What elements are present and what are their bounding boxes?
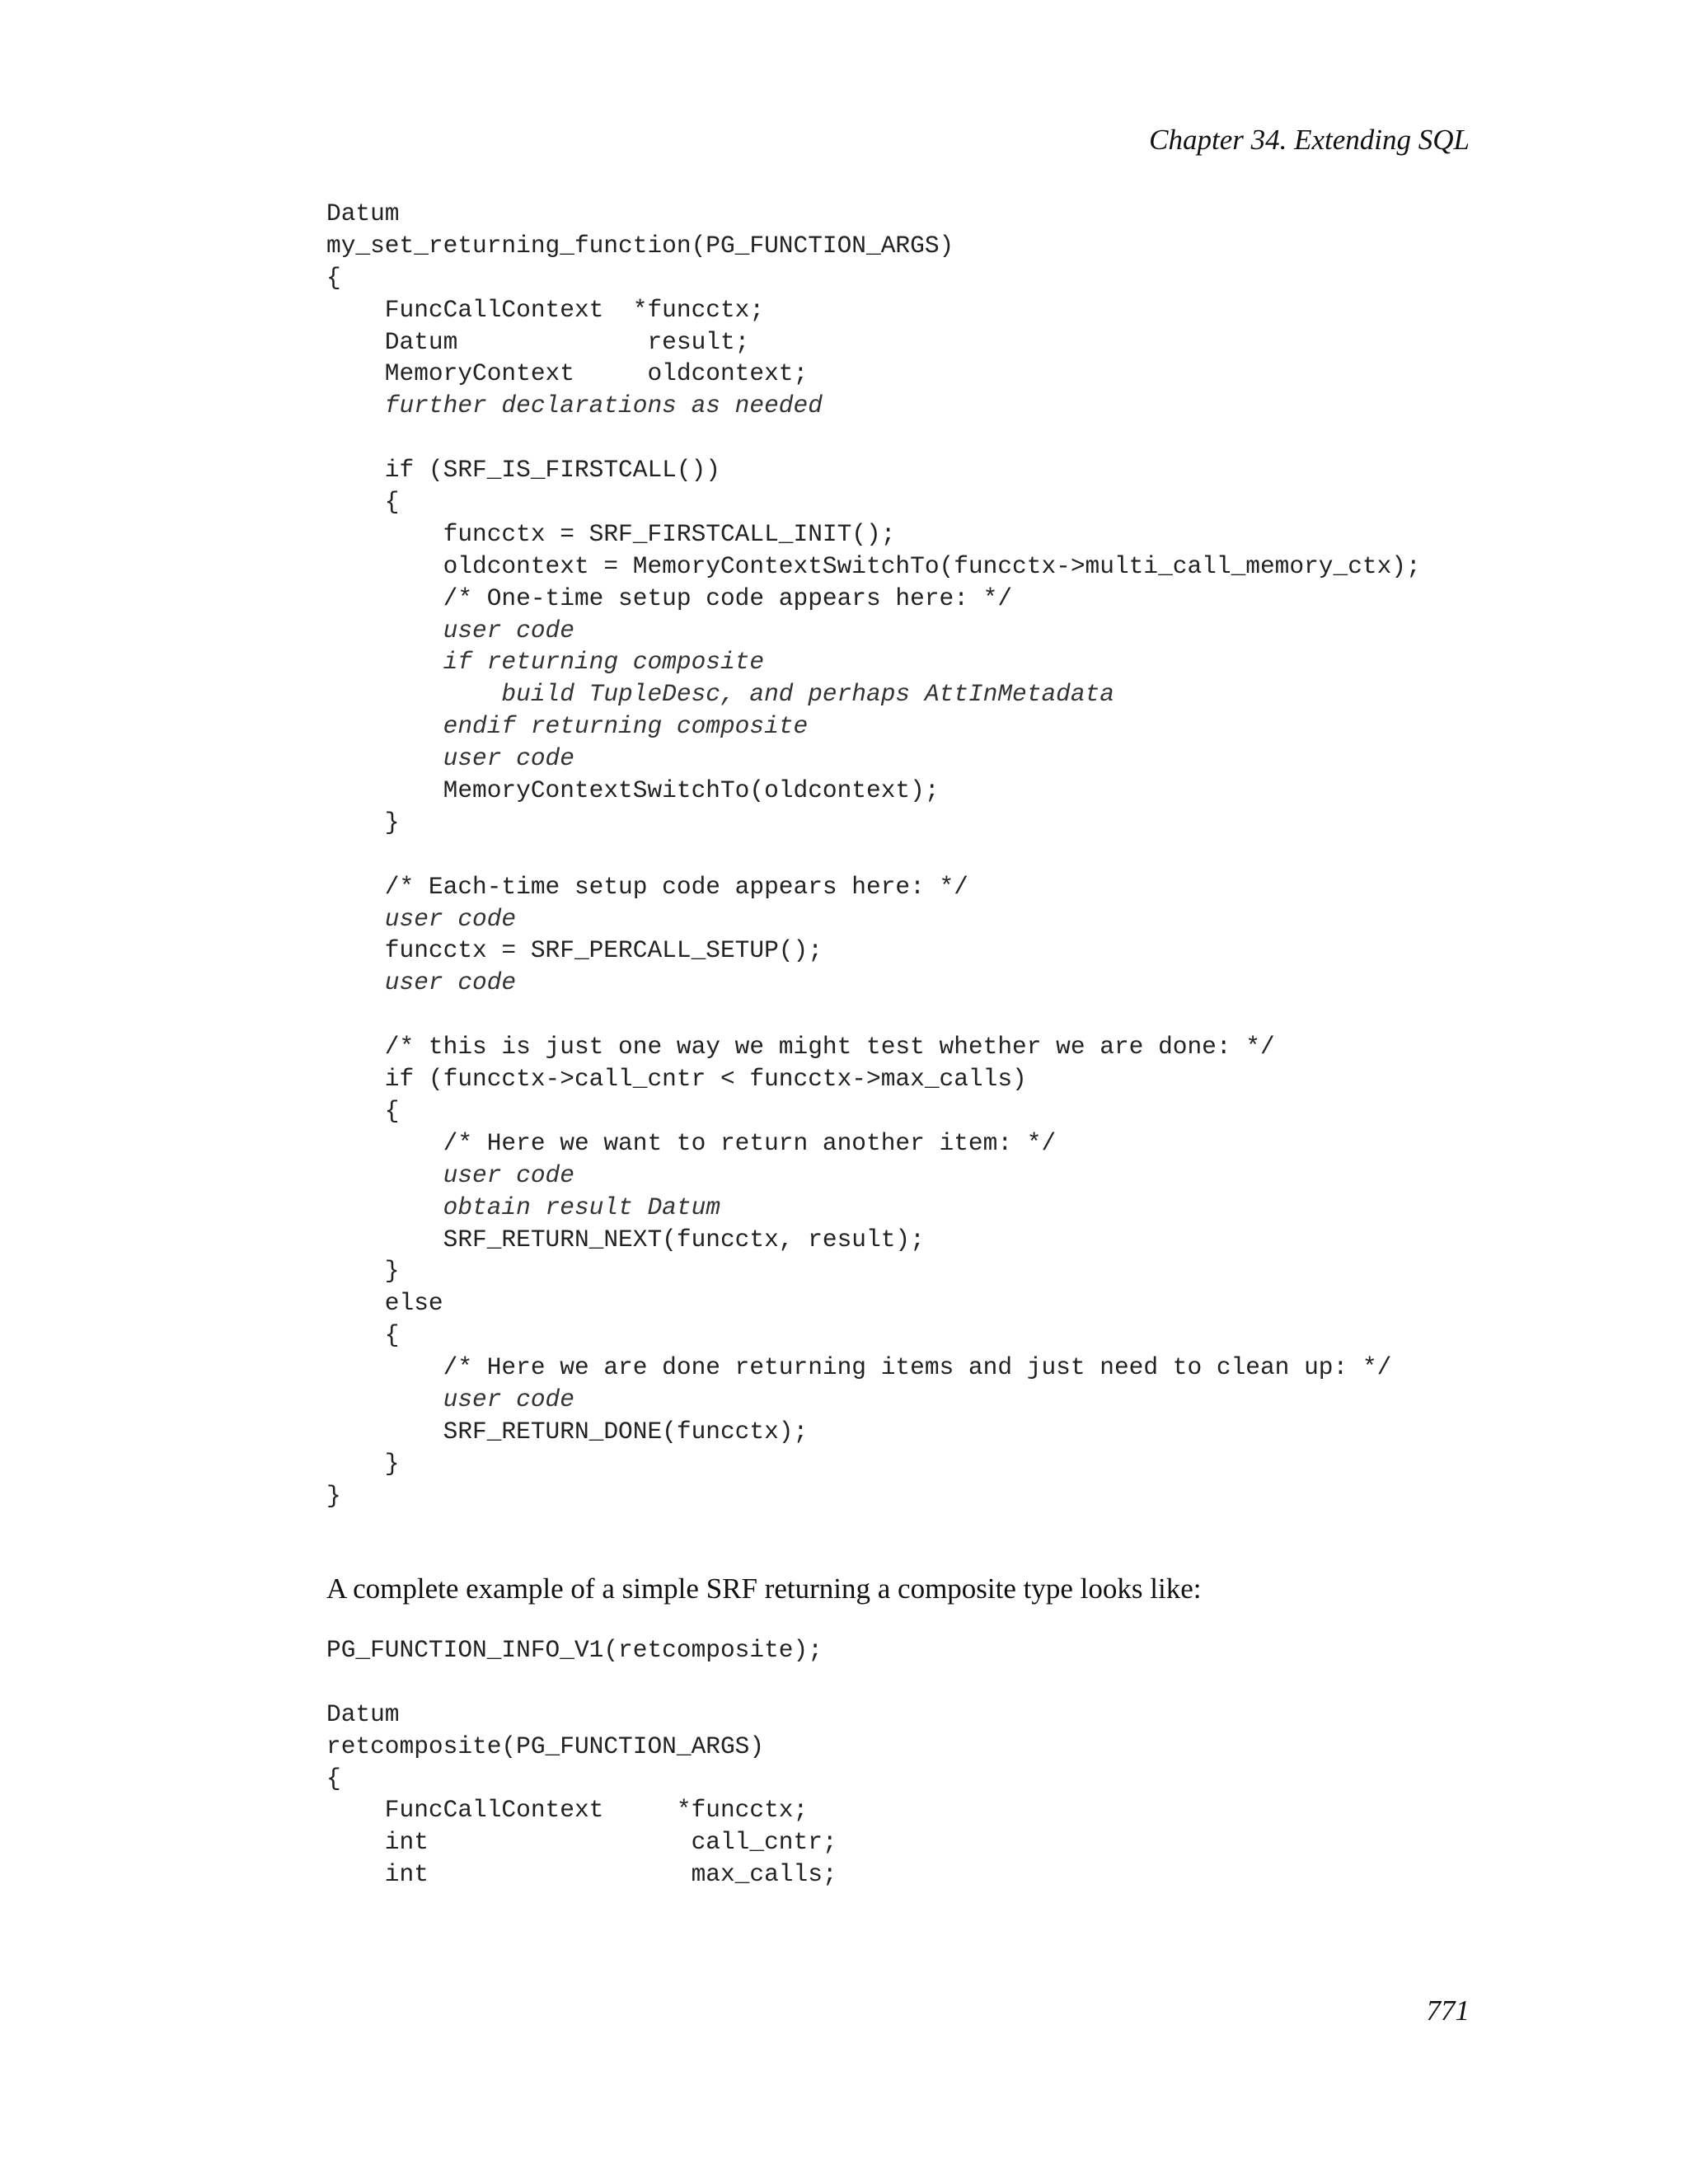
- code-line: FuncCallContext *funcctx;: [326, 295, 765, 324]
- code-placeholder-line: further declarations as needed: [326, 391, 823, 420]
- code-placeholder-line: user code: [326, 904, 517, 933]
- code-line: {: [326, 488, 400, 517]
- code-line: funcctx = SRF_FIRSTCALL_INIT();: [326, 519, 896, 548]
- code-line: Datum: [326, 1699, 400, 1728]
- code-line: FuncCallContext *funcctx;: [326, 1796, 809, 1825]
- code-line: Datum result;: [326, 327, 750, 356]
- code-line: [326, 839, 1421, 871]
- code-line: int call_cntr;: [326, 1828, 837, 1857]
- code-placeholder-line: build TupleDesc, and perhaps AttInMetadata: [326, 680, 1114, 709]
- code-line: /* One-time setup code appears here: */: [326, 583, 1013, 612]
- code-placeholder-line: endif returning composite: [326, 712, 809, 741]
- code-line: /* Here we want to return another item: */: [326, 1128, 1057, 1157]
- code-line: /* this is just one way we might test whether we are done: */: [326, 1033, 1275, 1062]
- code-line: PG_FUNCTION_INFO_V1(retcomposite);: [326, 1636, 823, 1664]
- code-line: {: [326, 1096, 400, 1125]
- code-line: }: [326, 808, 400, 837]
- code-line: [326, 1666, 837, 1699]
- code-line: SRF_RETURN_DONE(funcctx);: [326, 1417, 809, 1446]
- code-line: SRF_RETURN_NEXT(funcctx, result);: [326, 1225, 925, 1254]
- code-line: retcomposite(PG_FUNCTION_ARGS): [326, 1732, 765, 1760]
- code-line: my_set_returning_function(PG_FUNCTION_ARGS): [326, 231, 954, 260]
- code-line: }: [326, 1481, 341, 1510]
- code-line: [326, 422, 1421, 454]
- code-block-retcomposite: [326, 1634, 837, 1891]
- code-line: if (SRF_IS_FIRSTCALL()): [326, 456, 720, 485]
- body-paragraph: A complete example of a simple SRF returning a composite type looks like:: [326, 1572, 1202, 1605]
- code-line: }: [326, 1449, 400, 1478]
- code-line: {: [326, 1321, 400, 1350]
- code-line: funcctx = SRF_PERCALL_SETUP();: [326, 936, 823, 965]
- code-placeholder-line: if returning composite: [326, 648, 765, 677]
- code-line: {: [326, 1764, 341, 1793]
- code-line: MemoryContext oldcontext;: [326, 359, 809, 388]
- chapter-header: Chapter 34. Extending SQL: [1149, 124, 1470, 156]
- code-line: if (funcctx->call_cntr < funcctx->max_calls): [326, 1065, 1027, 1094]
- code-placeholder-line: user code: [326, 744, 574, 773]
- code-placeholder-line: user code: [326, 1160, 574, 1189]
- code-line: else: [326, 1289, 443, 1318]
- page-number: 771: [1426, 1994, 1470, 2027]
- code-block-srf-skeleton: [326, 198, 1421, 1512]
- code-line: Datum: [326, 199, 400, 227]
- code-line: [326, 999, 1421, 1031]
- code-placeholder-line: user code: [326, 968, 517, 997]
- code-line: int max_calls;: [326, 1860, 837, 1889]
- code-line: /* Here we are done returning items and just need to clean up: */: [326, 1353, 1392, 1382]
- code-line: MemoryContextSwitchTo(oldcontext);: [326, 776, 940, 805]
- code-line: /* Each-time setup code appears here: */: [326, 872, 968, 901]
- code-placeholder-line: obtain result Datum: [326, 1193, 720, 1221]
- code-placeholder-line: user code: [326, 1385, 574, 1413]
- code-line: oldcontext = MemoryContextSwitchTo(funcctx->multi_call_memory_ctx);: [326, 551, 1421, 580]
- code-line: }: [326, 1257, 400, 1286]
- code-placeholder-line: user code: [326, 616, 574, 644]
- code-line: {: [326, 263, 341, 292]
